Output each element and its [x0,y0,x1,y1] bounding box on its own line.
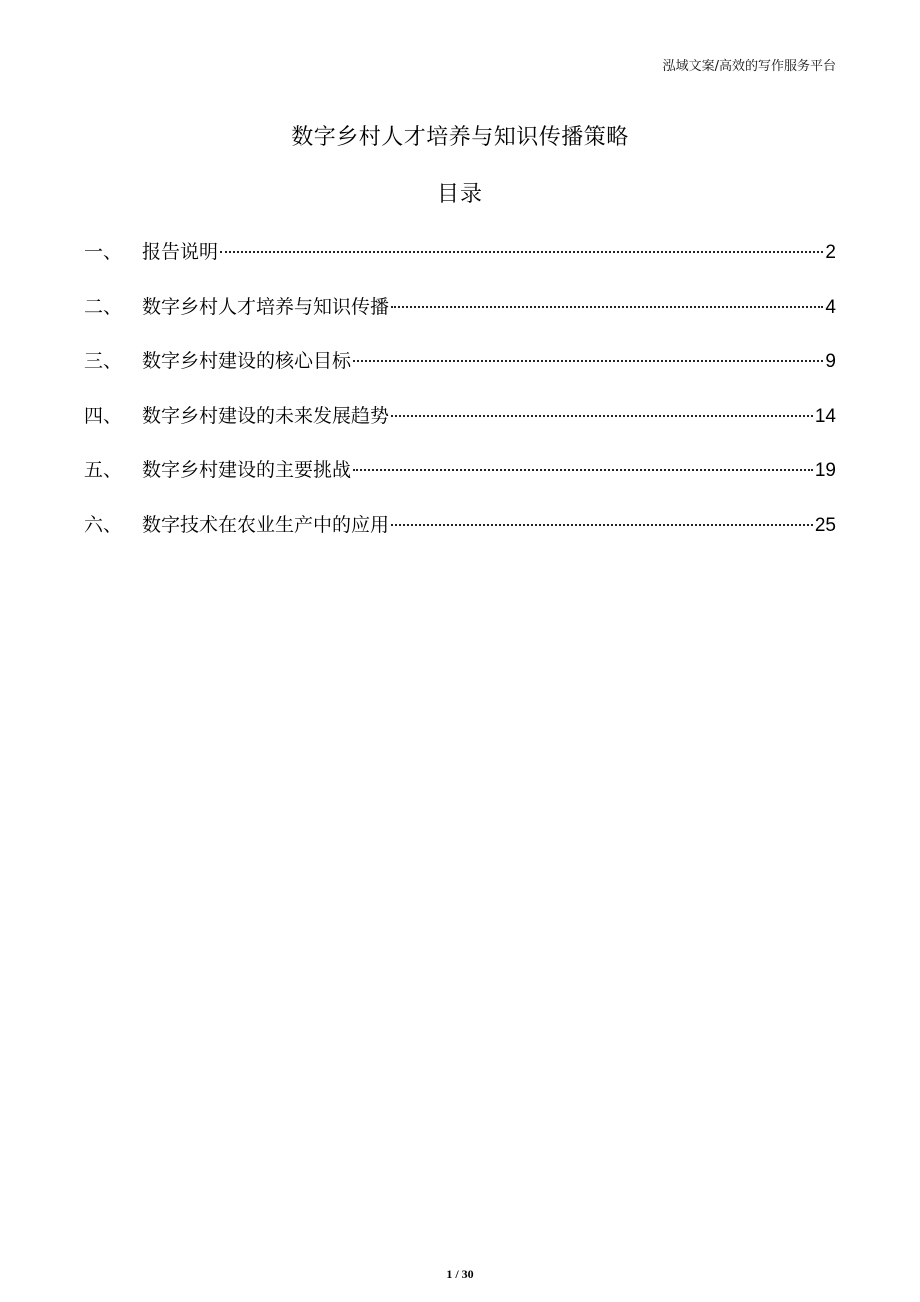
toc-entry-5[interactable] [84,452,836,488]
document-title: 数字乡村人才培养与知识传播策略 [291,125,629,150]
toc-entry-page: 2 [825,242,836,263]
toc-entry-number: 五、 [84,459,123,482]
toc-entry-title: 数字乡村建设的核心目标 [142,350,352,373]
toc-entry-4[interactable] [84,398,836,434]
toc-entry-number: 四、 [84,404,123,427]
toc-dot-leader [391,523,813,526]
toc-entry-title: 数字技术在农业生产中的应用 [142,513,390,536]
toc-entry-page: 19 [814,460,836,482]
toc-dot-leader [353,359,823,362]
toc-entry-title: 报告说明 [142,241,219,263]
toc-entry-1[interactable] [84,234,836,270]
toc-dot-leader [391,414,813,417]
toc-entry-title: 数字乡村建设的未来发展趋势 [142,404,390,427]
toc-dot-leader [391,305,823,308]
page-number-footer: 1 / 30 [446,1267,474,1281]
toc-entry-title: 数字乡村人才培养与知识传播 [142,295,390,318]
toc-entry-page: 9 [825,351,836,373]
toc-entry-page: 14 [814,405,836,427]
toc-heading: 目录 [436,182,483,207]
toc-entry-6[interactable] [84,507,836,543]
toc-dot-leader [353,468,813,471]
toc-dot-leader [220,250,823,253]
toc-entry-page: 4 [825,296,836,318]
toc-entry-number: 一、 [84,241,123,263]
toc-entry-2[interactable] [84,289,836,325]
toc-entry-title: 数字乡村建设的主要挑战 [142,459,352,482]
toc-entry-number: 六、 [84,513,123,536]
toc-entry-number: 二、 [84,295,123,318]
toc-entry-page: 25 [814,514,836,536]
toc-entry-3[interactable] [84,343,836,379]
page-header-brand: 泓域文案/高效的写作服务平台 [662,59,836,74]
toc-entry-number: 三、 [84,350,123,373]
table-of-contents [84,234,836,562]
